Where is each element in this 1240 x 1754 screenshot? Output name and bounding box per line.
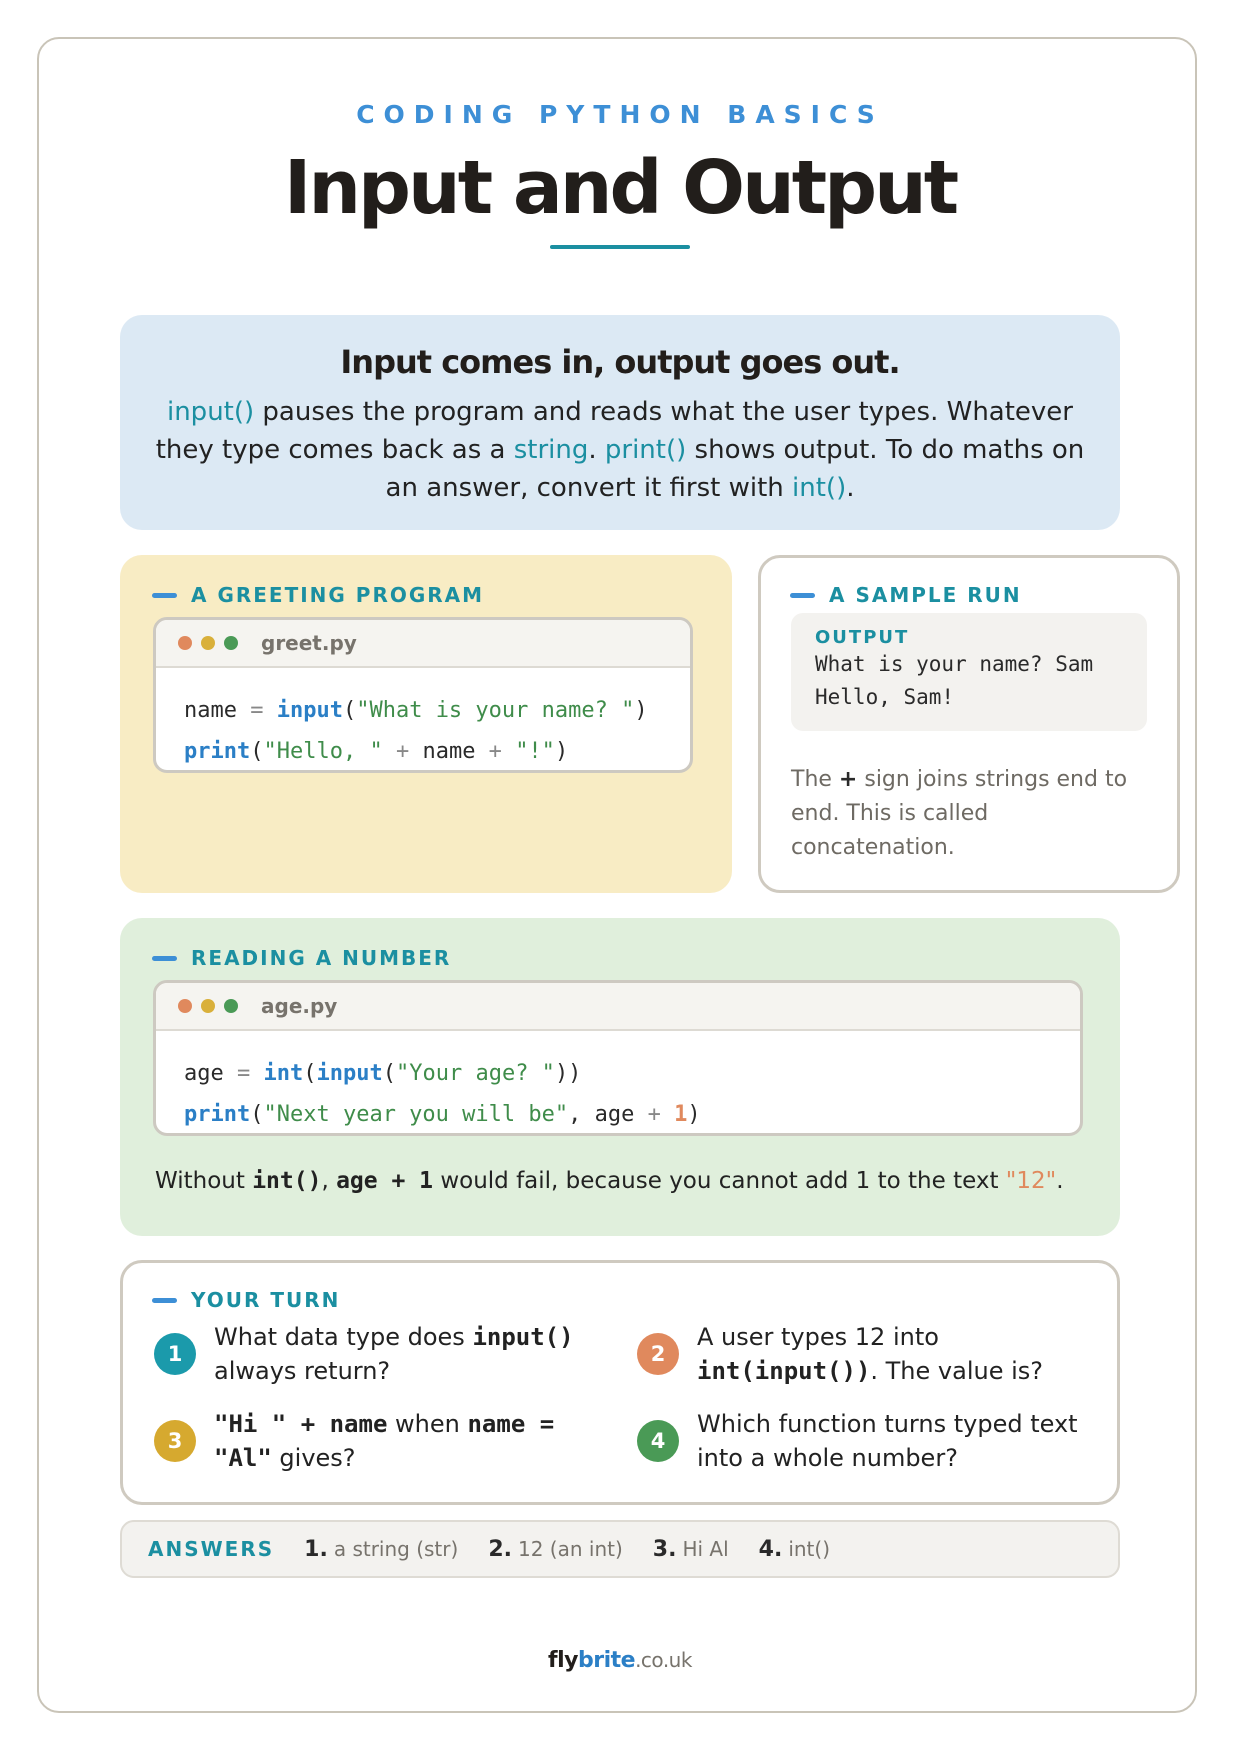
kw-int: int() — [792, 473, 847, 503]
kw-input: input() — [166, 397, 255, 427]
kw-print: print() — [604, 435, 687, 465]
question-text: What data type does input() always return? — [214, 1323, 574, 1385]
question-number-badge: 4 — [637, 1420, 679, 1462]
window-dot-red-icon — [178, 999, 192, 1013]
intro-text-3: shows output. To do maths on an answer, convert it first with — [385, 435, 1085, 503]
greeting-heading — [152, 583, 484, 607]
dash-icon — [790, 593, 815, 598]
number-heading — [152, 946, 451, 970]
brand-footer: flybrite.co.uk — [548, 1648, 692, 1673]
your-turn-card — [120, 1260, 1120, 1505]
number-heading-label: READING A NUMBER — [191, 946, 452, 970]
answers-label: ANSWERS — [148, 1537, 275, 1561]
code-window-age — [153, 980, 1083, 1136]
dash-icon — [152, 593, 177, 598]
code-window-bar — [156, 620, 690, 668]
intro-text-4: . — [846, 473, 855, 503]
reading-number-card — [120, 918, 1120, 1236]
code-body — [156, 1031, 1080, 1135]
question-text: "Hi " + name when name = "Al" gives? — [214, 1410, 555, 1472]
code-line: name = input("What is your name? ") — [184, 698, 648, 723]
answer-item: 3. Hi Al — [652, 1536, 729, 1562]
intro-heading: Input comes in, output goes out. — [340, 343, 900, 381]
intro-text-1: pauses the program and reads what the user types. Whatever they type comes back as a — [155, 397, 1073, 465]
code-body — [156, 668, 690, 772]
code-line: age = int(input("Your age? ")) — [184, 1061, 582, 1086]
dash-icon — [152, 1298, 177, 1303]
your-turn-heading — [152, 1288, 340, 1312]
code-line: print("Hello, " + name + "!") — [184, 739, 569, 764]
kw-string: string — [513, 435, 589, 465]
answer-item: 2. 12 (an int) — [488, 1536, 623, 1562]
question-2 — [637, 1320, 1087, 1388]
window-dot-red-icon — [178, 636, 192, 650]
int-conversion-note: Without int(), age + 1 would fail, because you cannot add 1 to the text "12". — [155, 1168, 1064, 1194]
code-line: print("Next year you will be", age + 1) — [184, 1102, 701, 1127]
answer-item: 1. a string (str) — [304, 1536, 459, 1562]
code-filename: greet.py — [261, 631, 357, 655]
output-line: What is your name? Sam — [815, 652, 1094, 676]
question-4 — [637, 1407, 1087, 1475]
sample-run-card — [758, 555, 1180, 893]
question-number-badge: 1 — [154, 1333, 196, 1375]
output-line: Hello, Sam! — [815, 685, 955, 709]
question-text: A user types 12 into int(input()). The value is? — [697, 1323, 1044, 1385]
concatenation-note: The + sign joins strings end to end. This is called concatenation. — [791, 767, 1128, 860]
question-text: Which function turns typed text into a whole number? — [697, 1410, 1078, 1472]
window-dot-green-icon — [224, 636, 238, 650]
question-3 — [154, 1407, 604, 1475]
window-dot-yellow-icon — [201, 636, 215, 650]
intro-text — [140, 393, 1100, 507]
title-underline — [550, 245, 690, 249]
sample-run-heading — [790, 583, 1022, 607]
page-kicker: CODING PYTHON BASICS — [356, 100, 884, 129]
page-title: Input and Output — [283, 145, 957, 231]
dash-icon — [152, 956, 177, 961]
window-dot-yellow-icon — [201, 999, 215, 1013]
code-window-greet — [153, 617, 693, 773]
window-dot-green-icon — [224, 999, 238, 1013]
sample-run-heading-label: A SAMPLE RUN — [829, 583, 1022, 607]
code-filename: age.py — [261, 994, 338, 1018]
output-box — [791, 613, 1147, 731]
greeting-heading-label: A GREETING PROGRAM — [191, 583, 485, 607]
answer-item: 4. int() — [758, 1536, 830, 1562]
question-1 — [154, 1320, 604, 1388]
output-label: OUTPUT — [815, 627, 910, 648]
code-window-bar — [156, 983, 1080, 1031]
greeting-program-card — [120, 555, 732, 893]
question-number-badge: 3 — [154, 1420, 196, 1462]
your-turn-heading-label: YOUR TURN — [191, 1288, 341, 1312]
intro-text-2: . — [588, 435, 605, 465]
answers-bar — [120, 1520, 1120, 1578]
question-number-badge: 2 — [637, 1333, 679, 1375]
intro-panel — [120, 315, 1120, 530]
